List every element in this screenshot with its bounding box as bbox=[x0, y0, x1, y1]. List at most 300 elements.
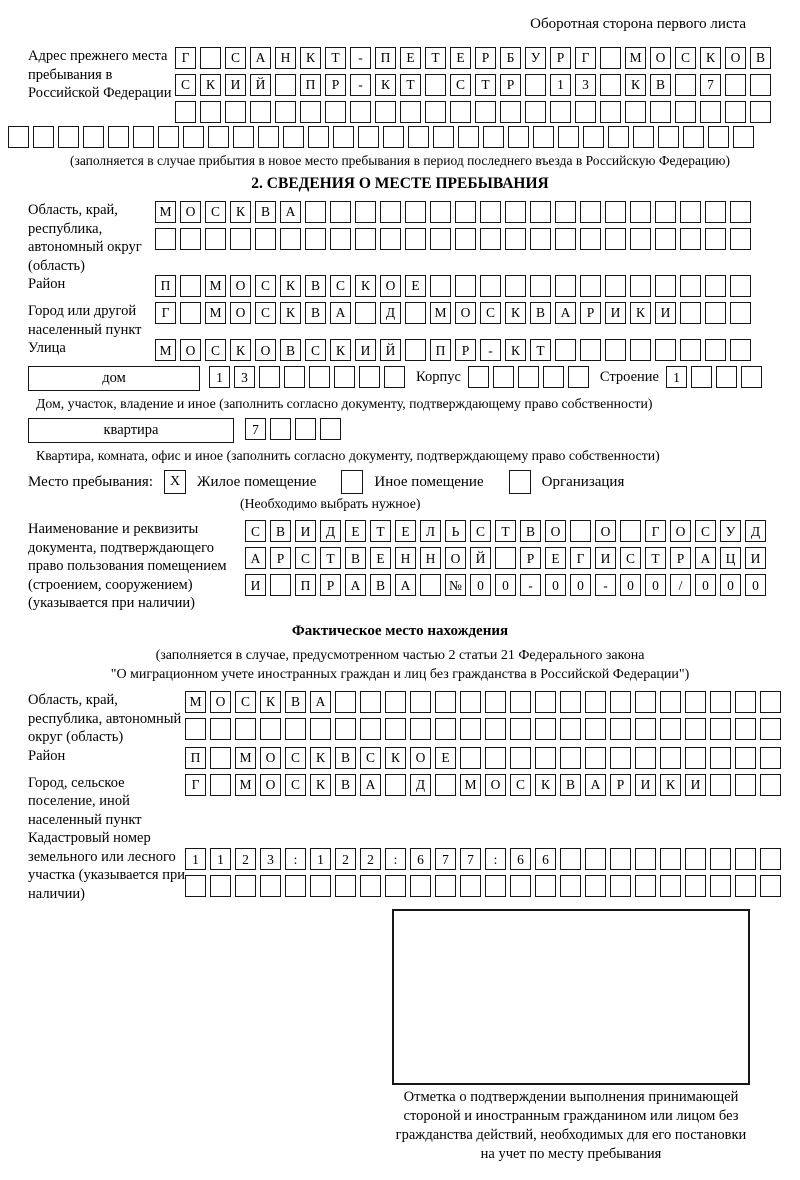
char-box bbox=[505, 275, 526, 297]
char-box bbox=[530, 228, 551, 250]
char-box: Г bbox=[645, 520, 666, 542]
option-organization-label: Организация bbox=[541, 473, 625, 490]
char-box: М bbox=[205, 302, 226, 324]
char-box bbox=[425, 74, 446, 96]
char-box: Е bbox=[450, 47, 471, 69]
char-box: И bbox=[745, 547, 766, 569]
char-box bbox=[185, 718, 206, 740]
char-box: О bbox=[670, 520, 691, 542]
char-box bbox=[430, 228, 451, 250]
char-box bbox=[560, 875, 581, 897]
char-box bbox=[710, 848, 731, 870]
char-box bbox=[180, 302, 201, 324]
char-box bbox=[630, 275, 651, 297]
char-box: К bbox=[260, 691, 281, 713]
char-box: 2 bbox=[335, 848, 356, 870]
char-box bbox=[334, 366, 355, 388]
checkbox-organization bbox=[509, 470, 531, 494]
char-box bbox=[710, 691, 731, 713]
char-box bbox=[680, 275, 701, 297]
char-box: 2 bbox=[360, 848, 381, 870]
char-box bbox=[235, 718, 256, 740]
char-box bbox=[558, 126, 579, 148]
char-box: С bbox=[205, 339, 226, 361]
char-box bbox=[408, 126, 429, 148]
char-box bbox=[685, 848, 706, 870]
char-box bbox=[259, 366, 280, 388]
char-box: М bbox=[205, 275, 226, 297]
char-box: К bbox=[280, 275, 301, 297]
char-box bbox=[660, 875, 681, 897]
char-box: О bbox=[255, 339, 276, 361]
char-box: Т bbox=[320, 547, 341, 569]
char-box: 6 bbox=[410, 848, 431, 870]
char-box bbox=[700, 101, 721, 123]
char-box: : bbox=[385, 848, 406, 870]
document-row-2 bbox=[245, 547, 772, 569]
char-box: А bbox=[310, 691, 331, 713]
char-box: Н bbox=[395, 547, 416, 569]
char-box: Г bbox=[175, 47, 196, 69]
char-box: 6 bbox=[510, 848, 531, 870]
char-box bbox=[660, 691, 681, 713]
char-box bbox=[735, 774, 756, 796]
char-box bbox=[280, 228, 301, 250]
document-row-1 bbox=[245, 520, 772, 542]
house-note: Дом, участок, владение и иное (заполнить согласно документу, подтверждающему право собственности) bbox=[36, 396, 653, 412]
char-box: Д bbox=[320, 520, 341, 542]
char-box: С bbox=[360, 747, 381, 769]
char-box bbox=[675, 74, 696, 96]
char-box bbox=[380, 228, 401, 250]
char-box bbox=[485, 691, 506, 713]
char-box: С bbox=[510, 774, 531, 796]
char-box: И bbox=[245, 574, 266, 596]
char-box bbox=[655, 201, 676, 223]
char-box bbox=[258, 126, 279, 148]
city-group bbox=[28, 302, 772, 339]
char-box bbox=[605, 275, 626, 297]
house-number-cells bbox=[209, 366, 405, 388]
char-box bbox=[480, 275, 501, 297]
char-box: А bbox=[360, 774, 381, 796]
char-box: К bbox=[700, 47, 721, 69]
char-box bbox=[355, 201, 376, 223]
char-box: Р bbox=[270, 547, 291, 569]
region-label: Область, край, республика, автономный округ (область) bbox=[28, 202, 142, 274]
char-box: О bbox=[230, 302, 251, 324]
char-box bbox=[585, 718, 606, 740]
actual-city-label: Город, сельское поселение, иной населенный пункт bbox=[28, 774, 142, 828]
char-box bbox=[360, 875, 381, 897]
char-box: В bbox=[335, 747, 356, 769]
char-box bbox=[525, 74, 546, 96]
char-box: Е bbox=[400, 47, 421, 69]
actual-city-row bbox=[185, 774, 781, 796]
char-box bbox=[500, 101, 521, 123]
char-box bbox=[535, 691, 556, 713]
char-box bbox=[710, 747, 731, 769]
char-box: В bbox=[530, 302, 551, 324]
char-box bbox=[385, 718, 406, 740]
char-box bbox=[359, 366, 380, 388]
char-box bbox=[330, 228, 351, 250]
city-row bbox=[155, 302, 751, 324]
char-box: О bbox=[180, 201, 201, 223]
char-box: В bbox=[285, 691, 306, 713]
char-box bbox=[580, 275, 601, 297]
char-box bbox=[485, 875, 506, 897]
char-box: П bbox=[155, 275, 176, 297]
char-box: И bbox=[295, 520, 316, 542]
char-box bbox=[305, 201, 326, 223]
char-box bbox=[680, 302, 701, 324]
char-box: К bbox=[385, 747, 406, 769]
previous-address-row-1 bbox=[175, 47, 772, 69]
char-box bbox=[260, 875, 281, 897]
char-box: А bbox=[330, 302, 351, 324]
char-box bbox=[275, 74, 296, 96]
char-box: К bbox=[310, 747, 331, 769]
char-box bbox=[83, 126, 104, 148]
char-box: Т bbox=[495, 520, 516, 542]
char-box: С bbox=[175, 74, 196, 96]
char-box: М bbox=[155, 339, 176, 361]
char-box bbox=[33, 126, 54, 148]
char-box: Ц bbox=[720, 547, 741, 569]
char-box bbox=[575, 101, 596, 123]
char-box: В bbox=[345, 547, 366, 569]
char-box: С bbox=[285, 774, 306, 796]
char-box: С bbox=[285, 747, 306, 769]
checkbox-residential-mark: X bbox=[169, 474, 181, 490]
char-box bbox=[108, 126, 129, 148]
char-box bbox=[483, 126, 504, 148]
char-box bbox=[585, 747, 606, 769]
char-box bbox=[543, 366, 564, 388]
char-box bbox=[508, 126, 529, 148]
char-box bbox=[730, 201, 751, 223]
char-box: Р bbox=[325, 74, 346, 96]
char-box: Е bbox=[370, 547, 391, 569]
char-box bbox=[705, 275, 726, 297]
actual-district-group bbox=[28, 747, 772, 774]
page-side-note: Оборотная сторона первого листа bbox=[530, 16, 746, 32]
char-box: Т bbox=[645, 547, 666, 569]
char-box: Н bbox=[275, 47, 296, 69]
char-box: 0 bbox=[645, 574, 666, 596]
char-box bbox=[460, 691, 481, 713]
char-box bbox=[435, 691, 456, 713]
stamp-caption: Отметка о подтверждении выполнения принимающей стороной и иностранным гражданином или лицом без гражданства действий, необходимых для его постановки на учет по месту пребывания bbox=[395, 1089, 747, 1163]
cadastral-row-1 bbox=[185, 848, 781, 870]
previous-address-label: Адрес прежнего места пребывания в Российской Федерации bbox=[28, 48, 172, 102]
char-box bbox=[270, 418, 291, 440]
char-box: А bbox=[245, 547, 266, 569]
char-box bbox=[435, 718, 456, 740]
document-label: Наименование и реквизиты документа, подтверждающего право пользования помещением (строением, сооружением) (указывается при наличии) bbox=[28, 521, 227, 612]
street-row bbox=[155, 339, 751, 361]
char-box bbox=[8, 126, 29, 148]
char-box bbox=[235, 875, 256, 897]
actual-region-label: Область, край, республика, автономный округ (область) bbox=[28, 692, 182, 746]
char-box: К bbox=[230, 201, 251, 223]
char-box bbox=[610, 718, 631, 740]
char-box bbox=[635, 718, 656, 740]
previous-address-row-4 bbox=[8, 126, 772, 148]
char-box bbox=[475, 101, 496, 123]
char-box: С bbox=[255, 302, 276, 324]
char-box: К bbox=[535, 774, 556, 796]
actual-district-row bbox=[185, 747, 781, 769]
char-box: 0 bbox=[695, 574, 716, 596]
char-box: С bbox=[470, 520, 491, 542]
char-box bbox=[735, 848, 756, 870]
char-box bbox=[570, 520, 591, 542]
char-box: Р bbox=[475, 47, 496, 69]
actual-district-label: Район bbox=[28, 747, 66, 764]
char-box: А bbox=[395, 574, 416, 596]
char-box: И bbox=[655, 302, 676, 324]
char-box bbox=[725, 101, 746, 123]
char-box bbox=[735, 875, 756, 897]
char-box bbox=[550, 101, 571, 123]
char-box: 6 bbox=[535, 848, 556, 870]
char-box bbox=[635, 848, 656, 870]
char-box: О bbox=[260, 747, 281, 769]
char-box: С bbox=[245, 520, 266, 542]
char-box bbox=[760, 718, 781, 740]
char-box bbox=[760, 691, 781, 713]
char-box bbox=[58, 126, 79, 148]
char-box bbox=[691, 366, 712, 388]
char-box: К bbox=[660, 774, 681, 796]
city-label: Город или другой населенный пункт bbox=[28, 303, 142, 338]
char-box bbox=[510, 691, 531, 713]
char-box: Д bbox=[745, 520, 766, 542]
char-box bbox=[625, 101, 646, 123]
char-box bbox=[518, 366, 539, 388]
char-box bbox=[555, 339, 576, 361]
previous-address-note: (заполняется в случае прибытия в новое место пребывания в период последнего въезда в Российскую Федерацию) bbox=[69, 153, 731, 168]
char-box bbox=[635, 691, 656, 713]
apartment-number-cells bbox=[245, 418, 341, 440]
char-box: К bbox=[280, 302, 301, 324]
char-box bbox=[710, 875, 731, 897]
char-box: К bbox=[630, 302, 651, 324]
char-box bbox=[655, 275, 676, 297]
char-box bbox=[435, 774, 456, 796]
char-box bbox=[560, 691, 581, 713]
char-box: 0 bbox=[620, 574, 641, 596]
char-box: Ь bbox=[445, 520, 466, 542]
char-box bbox=[284, 366, 305, 388]
char-box bbox=[630, 228, 651, 250]
char-box bbox=[410, 875, 431, 897]
char-box: М bbox=[430, 302, 451, 324]
char-box bbox=[730, 302, 751, 324]
char-box: 0 bbox=[495, 574, 516, 596]
char-box: Т bbox=[425, 47, 446, 69]
char-box bbox=[410, 718, 431, 740]
char-box: В bbox=[305, 275, 326, 297]
char-box bbox=[283, 126, 304, 148]
char-box bbox=[685, 691, 706, 713]
char-box: Р bbox=[670, 547, 691, 569]
street-group bbox=[28, 339, 772, 366]
char-box bbox=[705, 201, 726, 223]
char-box bbox=[535, 718, 556, 740]
char-box bbox=[350, 101, 371, 123]
char-box bbox=[360, 718, 381, 740]
char-box bbox=[760, 747, 781, 769]
char-box: - bbox=[350, 74, 371, 96]
char-box: : bbox=[285, 848, 306, 870]
char-box bbox=[425, 101, 446, 123]
char-box bbox=[655, 339, 676, 361]
char-box bbox=[450, 101, 471, 123]
char-box bbox=[335, 875, 356, 897]
char-box bbox=[585, 875, 606, 897]
char-box: И bbox=[635, 774, 656, 796]
char-box: О bbox=[380, 275, 401, 297]
char-box bbox=[225, 101, 246, 123]
char-box bbox=[630, 339, 651, 361]
char-box bbox=[505, 228, 526, 250]
char-box bbox=[710, 718, 731, 740]
char-box bbox=[360, 691, 381, 713]
char-box: Г bbox=[570, 547, 591, 569]
char-box bbox=[730, 228, 751, 250]
char-box: К bbox=[300, 47, 321, 69]
char-box: С bbox=[450, 74, 471, 96]
actual-location-note-2: "О миграционном учете иностранных граждан и лиц без гражданства в Российской Федерации") bbox=[110, 667, 690, 683]
actual-region-row-2 bbox=[185, 718, 781, 740]
char-box bbox=[560, 747, 581, 769]
char-box: К bbox=[505, 302, 526, 324]
char-box bbox=[705, 302, 726, 324]
char-box bbox=[660, 848, 681, 870]
char-box bbox=[680, 228, 701, 250]
char-box: Т bbox=[325, 47, 346, 69]
char-box bbox=[555, 275, 576, 297]
char-box: С bbox=[235, 691, 256, 713]
char-box: Л bbox=[420, 520, 441, 542]
char-box: Г bbox=[155, 302, 176, 324]
char-box: М bbox=[625, 47, 646, 69]
char-box: 3 bbox=[234, 366, 255, 388]
char-box: В bbox=[280, 339, 301, 361]
char-box bbox=[675, 101, 696, 123]
char-box bbox=[660, 718, 681, 740]
char-box bbox=[210, 774, 231, 796]
char-box bbox=[335, 718, 356, 740]
actual-region-group bbox=[28, 691, 772, 747]
previous-address-section bbox=[28, 47, 772, 125]
char-box: Й bbox=[250, 74, 271, 96]
actual-city-group bbox=[28, 774, 772, 830]
char-box bbox=[455, 275, 476, 297]
char-box: К bbox=[330, 339, 351, 361]
char-box bbox=[325, 101, 346, 123]
char-box: 1 bbox=[666, 366, 687, 388]
char-box: А bbox=[345, 574, 366, 596]
char-box: В bbox=[305, 302, 326, 324]
char-box: 2 bbox=[235, 848, 256, 870]
char-box: В bbox=[255, 201, 276, 223]
char-box: И bbox=[595, 547, 616, 569]
apartment-note: Квартира, комната, офис и иное (заполнить согласно документу, подтверждающему право собственности) bbox=[36, 448, 660, 464]
char-box bbox=[568, 366, 589, 388]
char-box bbox=[430, 201, 451, 223]
char-box bbox=[735, 747, 756, 769]
char-box bbox=[725, 74, 746, 96]
stroenie-label: Строение bbox=[599, 369, 659, 386]
char-box bbox=[358, 126, 379, 148]
char-box bbox=[200, 101, 221, 123]
char-box bbox=[285, 875, 306, 897]
char-box bbox=[685, 875, 706, 897]
char-box bbox=[658, 126, 679, 148]
char-box bbox=[335, 691, 356, 713]
char-box: К bbox=[230, 339, 251, 361]
apartment-field-label: квартира bbox=[103, 422, 159, 439]
apartment-field-box bbox=[28, 418, 234, 443]
char-box bbox=[455, 201, 476, 223]
char-box bbox=[733, 126, 754, 148]
char-box: У bbox=[525, 47, 546, 69]
char-box bbox=[233, 126, 254, 148]
char-box bbox=[505, 201, 526, 223]
char-box: 1 bbox=[209, 366, 230, 388]
previous-address-row-3 bbox=[175, 101, 772, 123]
stay-type-note: (Необходимо выбрать нужное) bbox=[240, 496, 421, 512]
char-box bbox=[433, 126, 454, 148]
char-box bbox=[705, 228, 726, 250]
char-box bbox=[680, 339, 701, 361]
char-box bbox=[210, 747, 231, 769]
char-box: Е bbox=[405, 275, 426, 297]
char-box: К bbox=[625, 74, 646, 96]
char-box bbox=[205, 228, 226, 250]
char-box: 0 bbox=[745, 574, 766, 596]
char-box: А bbox=[585, 774, 606, 796]
stamp-area bbox=[392, 909, 750, 1163]
district-row bbox=[155, 275, 751, 297]
char-box bbox=[760, 875, 781, 897]
char-box: О bbox=[230, 275, 251, 297]
char-box: 1 bbox=[550, 74, 571, 96]
char-box bbox=[158, 126, 179, 148]
char-box: / bbox=[670, 574, 691, 596]
char-box bbox=[510, 875, 531, 897]
stamp-box bbox=[392, 909, 750, 1085]
char-box: А bbox=[695, 547, 716, 569]
char-box: С bbox=[480, 302, 501, 324]
char-box bbox=[250, 101, 271, 123]
char-box bbox=[735, 691, 756, 713]
char-box bbox=[605, 339, 626, 361]
house-row bbox=[28, 366, 772, 393]
char-box bbox=[583, 126, 604, 148]
apartment-row bbox=[28, 418, 772, 445]
char-box bbox=[385, 875, 406, 897]
char-box bbox=[385, 774, 406, 796]
char-box bbox=[741, 366, 762, 388]
char-box bbox=[460, 747, 481, 769]
char-box bbox=[375, 101, 396, 123]
char-box: Д bbox=[410, 774, 431, 796]
